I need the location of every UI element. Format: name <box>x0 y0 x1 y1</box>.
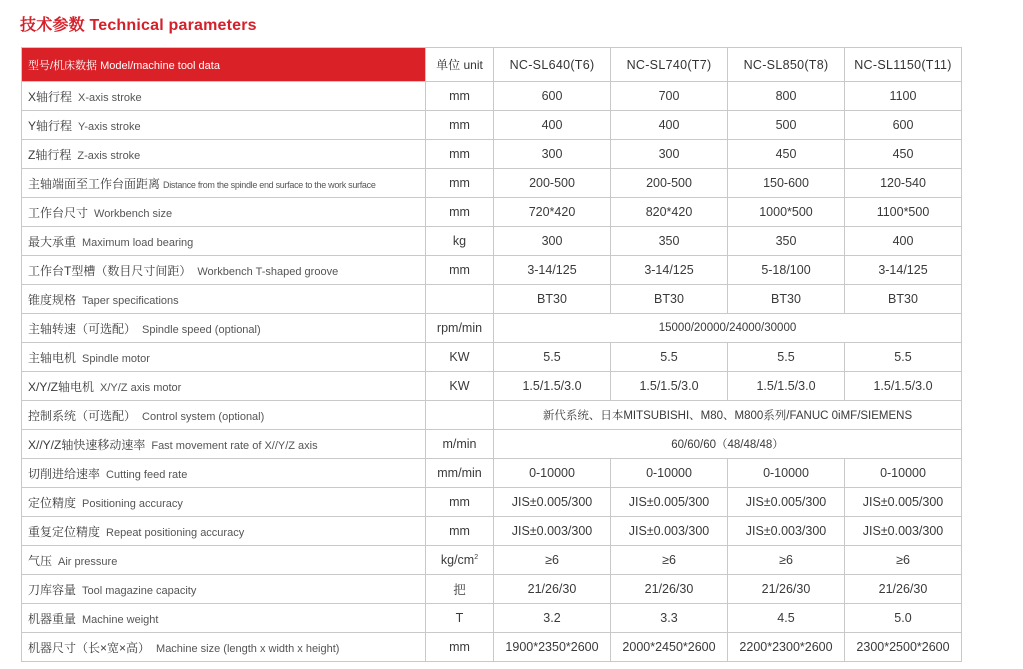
value-cell: 0-10000 <box>728 459 845 488</box>
value-cell: 600 <box>845 111 962 140</box>
unit-cell <box>426 82 494 111</box>
table-row <box>22 430 962 459</box>
header-model-t6: NC-SL640(T6) <box>494 48 611 82</box>
table-row <box>22 169 962 198</box>
value-cell: BT30 <box>845 285 962 314</box>
table-row <box>22 256 962 285</box>
param-name-cell <box>22 82 426 111</box>
value-cell: 21/26/30 <box>611 575 728 604</box>
param-name-zh: 气压 <box>28 553 53 568</box>
value-cell: 800 <box>728 82 845 111</box>
value-cell: 1000*500 <box>728 198 845 227</box>
unit-text: mm <box>449 118 470 132</box>
table-row <box>22 459 962 488</box>
merged-value-cell: 新代系统、日本MITSUBISHI、M80、M800系列/FANUC 0iMF/SIEMENS <box>494 401 962 430</box>
param-name-zh: Y轴行程 <box>28 118 73 133</box>
param-name-zh: X轴行程 <box>28 89 73 104</box>
value-cell: 5.5 <box>611 343 728 372</box>
header-model-t7: NC-SL740(T7) <box>611 48 728 82</box>
value-cell: JIS±0.005/300 <box>494 488 611 517</box>
value-cell: JIS±0.005/300 <box>845 488 962 517</box>
value-cell: 350 <box>611 227 728 256</box>
value-cell: 0-10000 <box>845 459 962 488</box>
value-cell: BT30 <box>494 285 611 314</box>
unit-text: rpm/min <box>436 321 483 335</box>
param-name-zh: X//Y/Z轴快速移动速率 <box>28 437 146 452</box>
param-name-zh: 主轴转速（可选配） <box>28 321 137 336</box>
table-row <box>22 604 962 633</box>
table-row <box>22 401 962 430</box>
param-name-cell <box>22 343 426 372</box>
param-name-en: Workbench size <box>94 207 173 220</box>
param-name-cell <box>22 459 426 488</box>
param-name-cell <box>22 285 426 314</box>
param-name-en: X-axis stroke <box>78 91 142 104</box>
unit-text: mm/min <box>437 466 482 480</box>
param-name-en: Machine weight <box>82 613 159 626</box>
value-cell: 3.3 <box>611 604 728 633</box>
header-model-t11: NC-SL1150(T11) <box>845 48 962 82</box>
header-model-data: 型号/机床数据 Model/machine tool data <box>22 48 426 82</box>
value-cell: 700 <box>611 82 728 111</box>
page-title: 技术参数 Technical parameters <box>20 17 257 34</box>
table-row <box>22 343 962 372</box>
value-cell: ≥6 <box>494 546 611 575</box>
table-row <box>22 372 962 401</box>
param-name-cell <box>22 372 426 401</box>
param-name-en: Z-axis stroke <box>77 149 141 162</box>
unit-cell <box>426 546 494 575</box>
value-cell: 1.5/1.5/3.0 <box>611 372 728 401</box>
table-row <box>22 82 962 111</box>
param-name-en: Workbench T-shaped groove <box>197 265 339 278</box>
param-name-cell <box>22 169 426 198</box>
param-name-zh: 主轴端面至工作台面距离 <box>28 176 161 191</box>
value-cell: JIS±0.003/300 <box>845 517 962 546</box>
param-name-en: Taper specifications <box>82 294 179 307</box>
value-cell: 0-10000 <box>494 459 611 488</box>
value-cell: 450 <box>845 140 962 169</box>
value-cell: BT30 <box>728 285 845 314</box>
param-name-en: Y-axis stroke <box>78 120 141 133</box>
value-cell: 5.0 <box>845 604 962 633</box>
value-cell: 3-14/125 <box>845 256 962 285</box>
param-name-zh: 机器尺寸（长×宽×高） <box>28 640 151 655</box>
param-name-zh: 锥度规格 <box>28 292 77 307</box>
param-name-en: Spindle motor <box>82 352 150 365</box>
value-cell: JIS±0.003/300 <box>611 517 728 546</box>
param-name-cell <box>22 140 426 169</box>
param-name-cell <box>22 314 426 343</box>
param-name-cell <box>22 256 426 285</box>
value-cell: ≥6 <box>845 546 962 575</box>
param-name-zh: 最大承重 <box>28 234 77 249</box>
param-name-en: Air pressure <box>58 555 118 568</box>
value-cell: 0-10000 <box>611 459 728 488</box>
param-name-en: Repeat positioning accuracy <box>106 526 245 539</box>
value-cell: 21/26/30 <box>845 575 962 604</box>
unit-text: mm <box>449 263 470 277</box>
value-cell: 300 <box>494 140 611 169</box>
value-cell: 1.5/1.5/3.0 <box>494 372 611 401</box>
param-name-cell <box>22 604 426 633</box>
unit-superscript: 2 <box>474 553 479 561</box>
unit-cell <box>426 575 494 604</box>
value-cell: 5.5 <box>494 343 611 372</box>
table-row <box>22 198 962 227</box>
value-cell: 350 <box>728 227 845 256</box>
param-name-zh: 主轴电机 <box>28 350 77 365</box>
value-cell: BT30 <box>611 285 728 314</box>
value-cell: 1.5/1.5/3.0 <box>845 372 962 401</box>
unit-text: kg <box>452 234 467 248</box>
value-cell: 3-14/125 <box>611 256 728 285</box>
param-name-cell <box>22 111 426 140</box>
param-name-en: Control system (optional) <box>142 410 265 423</box>
unit-text: mm <box>449 640 470 654</box>
unit-cell <box>426 198 494 227</box>
param-name-cell <box>22 430 426 459</box>
merged-value-cell: 60/60/60（48/48/48） <box>494 430 962 459</box>
unit-cell <box>426 633 494 662</box>
param-name-cell <box>22 401 426 430</box>
unit-text: mm <box>449 89 470 103</box>
param-name-en: Tool magazine capacity <box>82 584 197 597</box>
value-cell: JIS±0.003/300 <box>494 517 611 546</box>
value-cell: 5-18/100 <box>728 256 845 285</box>
param-name-cell <box>22 227 426 256</box>
unit-text: kg/cm <box>440 553 475 567</box>
param-name-cell <box>22 517 426 546</box>
unit-text: T <box>455 611 464 625</box>
value-cell: ≥6 <box>611 546 728 575</box>
unit-cell <box>426 140 494 169</box>
unit-text: 把 <box>453 583 466 597</box>
value-cell: 21/26/30 <box>494 575 611 604</box>
value-cell: 150-600 <box>728 169 845 198</box>
param-name-en: Distance from the spindle end surface to the work surface <box>163 179 376 190</box>
value-cell: 720*420 <box>494 198 611 227</box>
value-cell: 2300*2500*2600 <box>845 633 962 662</box>
table-row <box>22 517 962 546</box>
param-name-cell <box>22 633 426 662</box>
value-cell: 2200*2300*2600 <box>728 633 845 662</box>
param-name-en: Cutting feed rate <box>106 468 188 481</box>
param-name-en: Fast movement rate of X//Y/Z axis <box>151 439 318 452</box>
table-row <box>22 227 962 256</box>
unit-text: KW <box>449 379 470 393</box>
value-cell: 1900*2350*2600 <box>494 633 611 662</box>
param-name-en: Machine size (length x width x height) <box>156 642 340 655</box>
unit-cell <box>426 430 494 459</box>
param-name-en: Positioning accuracy <box>82 497 183 510</box>
table-row <box>22 575 962 604</box>
unit-cell <box>426 459 494 488</box>
param-name-cell <box>22 488 426 517</box>
unit-cell <box>426 488 494 517</box>
param-name-zh: 工作台尺寸 <box>28 205 89 220</box>
param-name-cell <box>22 198 426 227</box>
table-row <box>22 546 962 575</box>
param-name-zh: 定位精度 <box>28 495 77 510</box>
unit-text: mm <box>449 524 470 538</box>
param-name-en: Maximum load bearing <box>82 236 194 249</box>
param-name-zh: 重复定位精度 <box>28 524 101 539</box>
value-cell: 200-500 <box>611 169 728 198</box>
unit-cell <box>426 372 494 401</box>
value-cell: 120-540 <box>845 169 962 198</box>
table-row <box>22 111 962 140</box>
value-cell: 5.5 <box>728 343 845 372</box>
value-cell: 1100 <box>845 82 962 111</box>
value-cell: 1.5/1.5/3.0 <box>728 372 845 401</box>
param-name-zh: 刀库容量 <box>28 582 77 597</box>
header-unit: 单位 unit <box>426 48 494 82</box>
header-model-t8: NC-SL850(T8) <box>728 48 845 82</box>
value-cell: JIS±0.003/300 <box>728 517 845 546</box>
param-name-cell <box>22 575 426 604</box>
value-cell: 3-14/125 <box>494 256 611 285</box>
value-cell: 400 <box>845 227 962 256</box>
unit-text: mm <box>449 147 470 161</box>
value-cell: ≥6 <box>728 546 845 575</box>
param-name-zh: 控制系统（可选配） <box>28 408 137 423</box>
value-cell: 21/26/30 <box>728 575 845 604</box>
unit-cell <box>426 604 494 633</box>
value-cell: 4.5 <box>728 604 845 633</box>
value-cell: 200-500 <box>494 169 611 198</box>
value-cell: 500 <box>728 111 845 140</box>
unit-text: m/min <box>442 437 477 451</box>
param-name-zh: Z轴行程 <box>28 147 72 162</box>
value-cell: JIS±0.005/300 <box>611 488 728 517</box>
unit-text: mm <box>449 495 470 509</box>
value-cell: 300 <box>494 227 611 256</box>
unit-cell <box>426 401 494 430</box>
table-row <box>22 488 962 517</box>
table-row <box>22 314 962 343</box>
technical-parameters-table <box>21 47 962 662</box>
param-name-zh: X/Y/Z轴电机 <box>28 379 95 394</box>
unit-cell <box>426 343 494 372</box>
value-cell: 5.5 <box>845 343 962 372</box>
value-cell: 2000*2450*2600 <box>611 633 728 662</box>
table-row <box>22 285 962 314</box>
value-cell: 600 <box>494 82 611 111</box>
unit-cell <box>426 256 494 285</box>
value-cell: 820*420 <box>611 198 728 227</box>
param-name-zh: 切削进给速率 <box>28 466 101 481</box>
table-header-row <box>22 48 962 82</box>
unit-cell <box>426 285 494 314</box>
table-row <box>22 140 962 169</box>
merged-value-cell: 15000/20000/24000/30000 <box>494 314 962 343</box>
param-name-zh: 机器重量 <box>28 611 77 626</box>
table-row <box>22 633 962 662</box>
value-cell: 300 <box>611 140 728 169</box>
param-name-en: X/Y/Z axis motor <box>100 381 182 394</box>
param-name-zh: 工作台T型槽（数目尺寸间距） <box>28 263 192 278</box>
value-cell: 3.2 <box>494 604 611 633</box>
value-cell: 1100*500 <box>845 198 962 227</box>
value-cell: 400 <box>494 111 611 140</box>
value-cell: JIS±0.005/300 <box>728 488 845 517</box>
unit-text: KW <box>449 350 470 364</box>
unit-cell <box>426 517 494 546</box>
unit-cell <box>426 169 494 198</box>
unit-cell <box>426 111 494 140</box>
param-name-cell <box>22 546 426 575</box>
unit-cell <box>426 314 494 343</box>
value-cell: 450 <box>728 140 845 169</box>
value-cell: 400 <box>611 111 728 140</box>
unit-text: mm <box>449 176 470 190</box>
unit-text: mm <box>449 205 470 219</box>
param-name-en: Spindle speed (optional) <box>142 323 261 336</box>
unit-cell <box>426 227 494 256</box>
